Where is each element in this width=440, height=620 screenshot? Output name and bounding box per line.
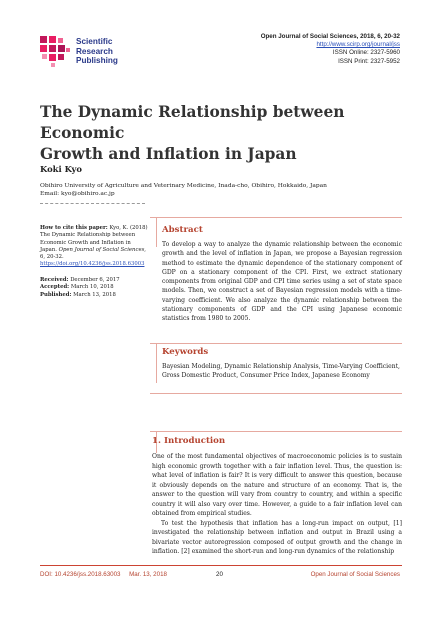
article-dates <box>40 277 148 299</box>
accepted-date: Accepted: March 10, 2018 <box>40 284 114 291</box>
citation-block <box>40 225 148 269</box>
footer-doi: DOI: 10.4236/jss.2018.63003 Mar. 13, 2018 <box>40 571 167 578</box>
logo-mark-icon <box>40 36 70 67</box>
keywords-text: Bayesian Modeling, Dynamic Relationship Analysis, Time-Varying Coefficient, Gross Domestic Product, Consumer Price Index, Japanese Economy <box>162 363 400 380</box>
citation-text: Kyo, K. (2018) The Dynamic Relationship between Economic Growth and Inflation in Japan. <box>40 225 148 253</box>
issn-online: ISSN Online: 2327-5960 <box>332 49 400 57</box>
author-name: Koki Kyo <box>40 164 82 174</box>
keywords-top-rule <box>150 343 402 344</box>
abstract-heading: Abstract <box>162 225 203 235</box>
issn-print: ISSN Print: 2327-5952 <box>338 57 400 65</box>
footer-journal-name: Open Journal of Social Sciences <box>310 571 400 578</box>
keywords-heading: Keywords <box>162 347 209 357</box>
introduction-heading: 1. Introduction <box>152 436 226 446</box>
page-number: 20 <box>216 571 223 578</box>
intro-paragraph-2: To test the hypothesis that inflation has a long-run impact on output, [1] investigated the relationship between inflation and output in Brazil using a bivariate vector autoregression composed of output growth and the change in inflation. [2] examined the short-run and long-run dynamics of the relationship <box>152 519 402 556</box>
affiliation-divider <box>40 203 145 204</box>
citation-doi-link[interactable]: https://doi.org/10.4236/jss.2018.63003 <box>40 261 145 268</box>
keywords-bottom-rule <box>150 393 402 394</box>
published-date: Published: March 13, 2018 <box>40 291 116 298</box>
citation-volume: , 6, 20-32. <box>40 246 146 261</box>
citation-label: How to cite this paper: <box>40 225 108 231</box>
intro-paragraph-1: One of the most fundamental objectives of macroeconomic policies is to sustain high economic growth together with a fair inflation level. Thus, the question is: what level of inflation is fair? It is very difficult to answer this question, because it obviously depends on the nature and structure of an economy. That is, the answer to the question will vary from country to country, and within a specific country it will also vary over time. However, a guide to a fair inflation level can obtained from empirical studies. <box>152 453 402 518</box>
keywords-side-rule <box>156 343 157 383</box>
journal-url-link[interactable]: http://www.scirp.org/journal/jss <box>316 41 400 49</box>
journal-name: Open Journal of Social Sciences, 2018, 6, 20-32 <box>260 33 400 40</box>
citation-journal: Open Journal of Social Sciences <box>58 246 145 253</box>
article-title: The Dynamic Relationship between Economic Growth and Inflation in Japan <box>40 103 345 163</box>
received-date: Received: December 6, 2017 <box>40 277 120 283</box>
publisher-name: Scientific Research Publishing <box>76 37 118 66</box>
author-email[interactable]: Email: kyo@obihiro.ac.jp <box>40 191 115 197</box>
footer-divider <box>40 565 402 566</box>
abstract-text: To develop a way to analyze the dynamic relationship between the economic growth and the level of inflation in Japan, we propose a Bayesian regression method to estimate the dynamic dependence of the stationary component of GDP on a stationary component of the CPI. First, we extract stationary components from original GDP and CPI time series using a set of state space models. Then, we construct a set of Bayesian regression models with a time-varying coefficient. We also analyze the dynamic relationship between the stationary components of GDP and the CPI using Japanese economic statistics from 1980 to 2005. <box>162 241 402 323</box>
author-affiliation: Obihiro University of Agriculture and Veterinary Medicine, Inada-cho, Obihiro, Hokkaido, Japan <box>40 183 327 189</box>
introduction-body <box>152 452 402 557</box>
journal-info <box>261 33 400 66</box>
intro-top-rule <box>150 431 402 432</box>
